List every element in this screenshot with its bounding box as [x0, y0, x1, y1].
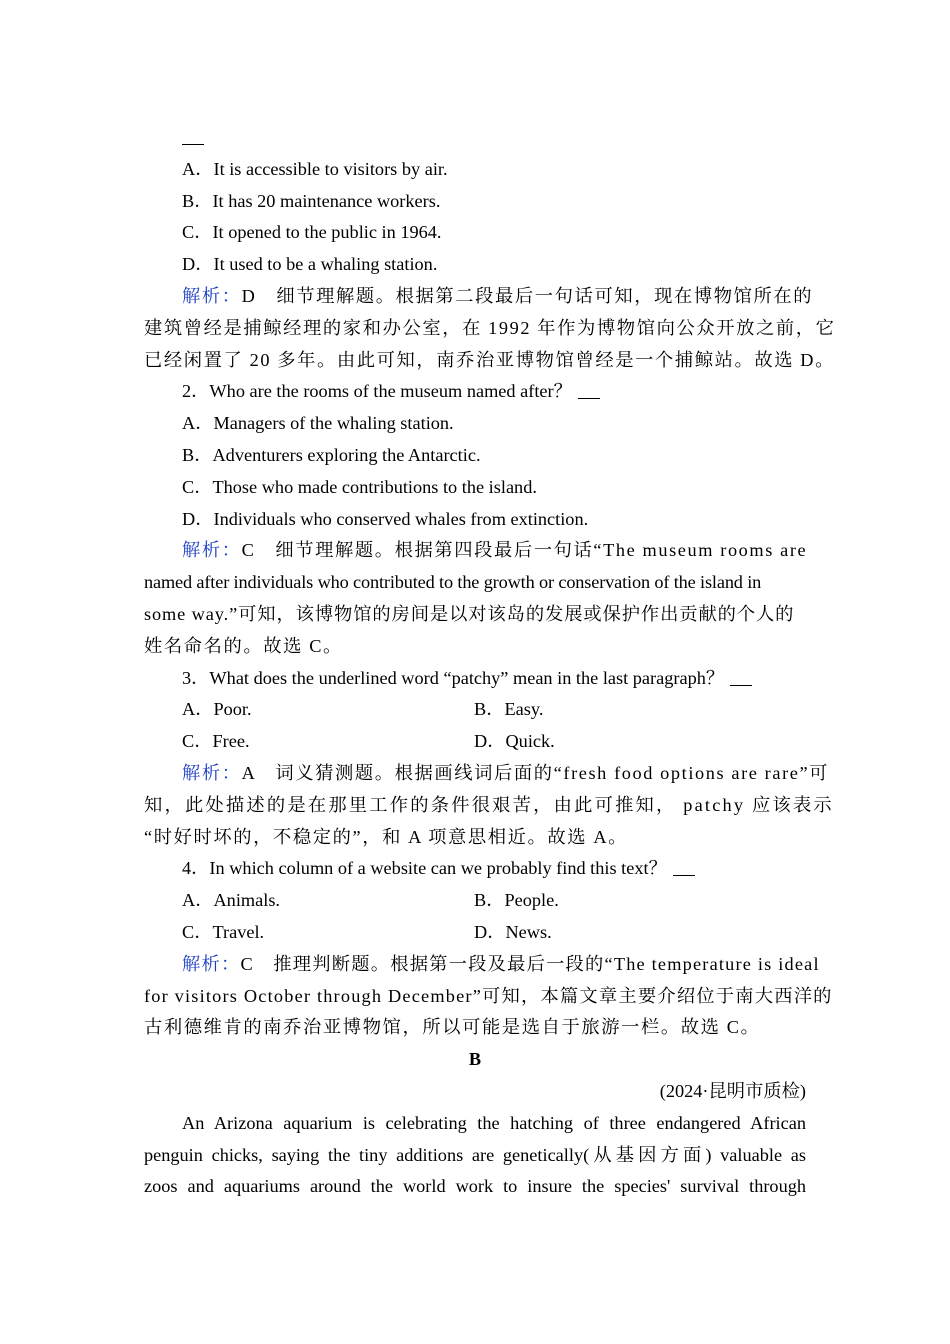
q1-solution-line-2: 建筑曾经是捕鲸经理的家和办公室，在 1992 年作为博物馆向公众开放之前，它 — [144, 317, 836, 338]
answer-blank — [182, 126, 204, 145]
question-text: 4．In which column of a website can we probably find this text？ — [182, 858, 667, 879]
q4-question — [144, 853, 806, 885]
passage-line-1: An Arizona aquarium is celebrating the hatching of three endangered African — [182, 1112, 806, 1133]
q2-solution-line-4: 姓名命名的。故选 C。 — [144, 635, 343, 656]
q4-solution-line-2: for visitors October through December”可知，本篇文章主要介绍位于南大西洋的 — [144, 985, 833, 1006]
q3-solution-line-3: “时好时坏的，不稳定的”，和 A 项意思相近。故选 A。 — [144, 826, 629, 847]
q4-solution-line-3: 古利德维肯的南乔治亚博物馆，所以可能是选自于旅游一栏。故选 C。 — [144, 1017, 761, 1038]
q2-question — [144, 376, 806, 408]
q4-option-b: B．People. — [474, 890, 559, 911]
q1-solution-line-3: 已经闲置了 20 多年。由此可知，南乔治亚博物馆曾经是一个捕鲸站。故选 D。 — [144, 349, 835, 370]
solution-label: 解析： — [182, 540, 242, 561]
solution-label: 解析： — [182, 953, 241, 974]
document-page — [144, 122, 836, 1203]
q4-options-row-1 — [144, 885, 806, 917]
solution-text: A 词义猜测题。根据画线词后面的“fresh food options are rare”可 — [241, 762, 830, 783]
q1-option-c: C．It opened to the public in 1964. — [182, 222, 442, 243]
q2-option-a: A．Managers of the whaling station. — [182, 413, 454, 434]
q1-solution-line-1 — [144, 281, 814, 313]
q2-option-c: C．Those who made contributions to the island. — [182, 476, 537, 497]
question-text: 2．Who are the rooms of the museum named after？ — [182, 381, 572, 402]
q2-solution-line-3: some way.”可知，该博物馆的房间是以对该岛的发展或保护作出贡献的个人的 — [144, 603, 795, 624]
solution-text: C 细节理解题。根据第四段最后一句话“The museum rooms are — [241, 540, 808, 561]
q2-option-d: D．Individuals who conserved whales from extinction. — [182, 508, 589, 529]
solution-label: 解析： — [182, 762, 242, 783]
solution-label: 解析： — [182, 285, 242, 306]
q3-options-row-1 — [144, 694, 806, 726]
answer-blank — [578, 380, 600, 399]
q2-solution-line-2: named after individuals who contributed to the growth or conservation of the island in — [144, 572, 762, 593]
source-note: (2024·昆明市质检) — [659, 1080, 806, 1101]
q4-options-row-2 — [144, 917, 806, 949]
q3-solution-line-1 — [144, 758, 830, 790]
q3-option-d: D．Quick. — [474, 731, 555, 752]
answer-blank — [673, 857, 695, 876]
q2-option-b: B．Adventurers exploring the Antarctic. — [182, 444, 481, 465]
q4-option-d: D．News. — [474, 921, 552, 942]
q1-option-b: B．It has 20 maintenance workers. — [182, 190, 441, 211]
q3-option-a: A．Poor. — [182, 699, 252, 720]
q2-solution-line-1 — [144, 535, 806, 567]
section-heading: B — [468, 1049, 482, 1070]
q1-blank-line — [144, 122, 806, 154]
q1-option-a: A．It is accessible to visitors by air. — [182, 158, 448, 179]
q3-solution-line-2: 知，此处描述的是在那里工作的条件很艰苦，由此可推知， patchy 应该表示 — [144, 794, 834, 815]
q3-option-b: B．Easy. — [474, 699, 544, 720]
passage-line-2: penguin chicks, saying the tiny additions are genetically(从基因方面) valuable as — [144, 1144, 806, 1165]
question-text: 3．What does the underlined word “patchy” mean in the last paragraph？ — [182, 667, 725, 688]
q3-option-c: C．Free. — [182, 731, 250, 752]
solution-text: D 细节理解题。根据第二段最后一句话可知，现在博物馆所在的 — [241, 285, 814, 306]
q4-option-c: C．Travel. — [182, 921, 265, 942]
q3-options-row-2 — [144, 726, 806, 758]
solution-text: C 推理判断题。根据第一段及最后一段的“The temperature is ideal — [240, 953, 820, 974]
q1-option-d: D．It used to be a whaling station. — [182, 254, 438, 275]
answer-blank — [730, 667, 752, 686]
passage-line-3: zoos and aquariums around the world work to insure the species' survival through — [144, 1176, 806, 1197]
q4-option-a: A．Animals. — [182, 890, 281, 911]
q3-question — [144, 663, 806, 695]
q4-solution-line-1 — [144, 949, 820, 981]
